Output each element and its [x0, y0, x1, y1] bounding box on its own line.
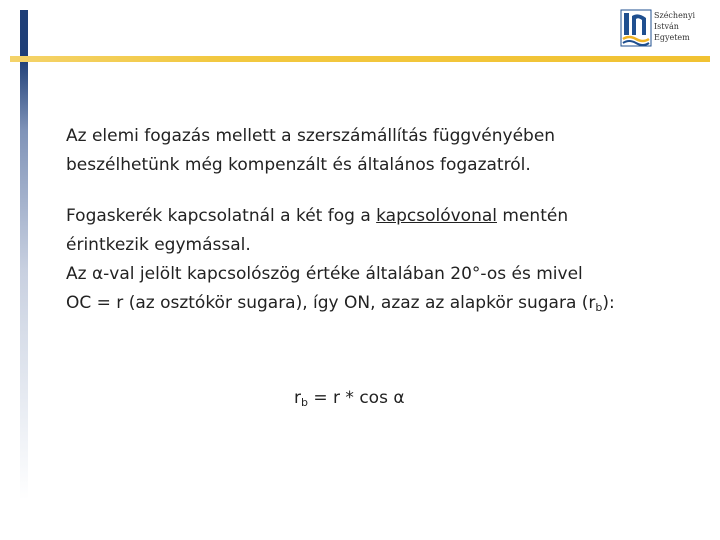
- paragraph-intro-line-2: beszélhetünk még kompenzált és általános fogazatról.: [66, 155, 531, 175]
- paragraph-intro-line-1: Az elemi fogazás mellett a szerszámállítás függvényében: [66, 126, 556, 146]
- paragraph-gear-line-4-end: ):: [602, 293, 615, 313]
- subscript-b: b: [595, 301, 603, 314]
- formula-lhs: r: [294, 388, 301, 408]
- formula-lhs-subscript: b: [301, 396, 308, 409]
- paragraph-gear-contact: [66, 202, 696, 318]
- university-logo: [620, 8, 712, 52]
- logo-line-1: Széchenyi: [654, 11, 696, 20]
- formula-rhs: = r * cos α: [307, 388, 405, 408]
- logo-emblem-icon: [620, 8, 652, 48]
- header-divider: [10, 56, 710, 62]
- paragraph-intro: [66, 122, 696, 180]
- slide-body: [66, 122, 696, 318]
- left-accent-bar: [20, 10, 28, 500]
- base-radius-formula: [294, 384, 405, 413]
- logo-text: [654, 10, 695, 43]
- logo-line-3: Egyetem: [654, 33, 690, 42]
- paragraph-gear-line-2: érintkezik egymással.: [66, 235, 251, 255]
- term-kapcsolovonal: kapcsolóvonal: [376, 206, 497, 226]
- logo-line-2: István: [654, 22, 679, 31]
- paragraph-gear-line-3: Az α-val jelölt kapcsolószög értéke általában 20°-os és mivel: [66, 264, 583, 284]
- paragraph-gear-line-1-end: mentén: [497, 206, 569, 226]
- paragraph-gear-line-4: OC = r (az osztókör sugara), így ON, azaz az alapkör sugara (r: [66, 293, 596, 313]
- paragraph-gear-line-1-start: Fogaskerék kapcsolatnál a két fog a: [66, 206, 377, 226]
